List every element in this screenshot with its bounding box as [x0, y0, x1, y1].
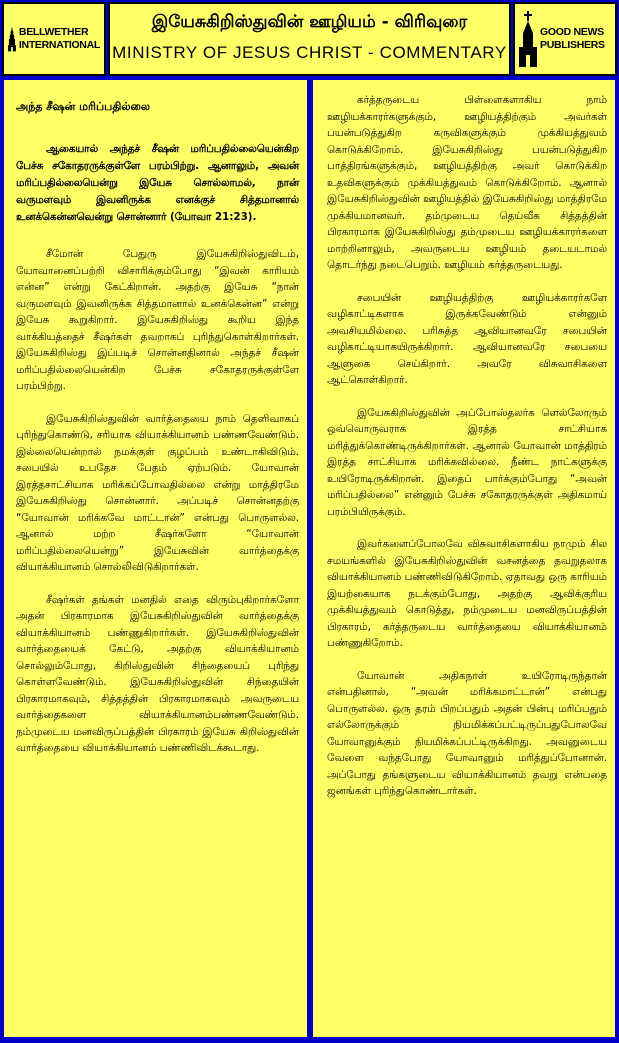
- logo-left-line2: INTERNATIONAL: [18, 39, 100, 51]
- title-english: MINISTRY OF JESUS CHRIST - COMMENTARY: [112, 43, 507, 62]
- right-column: [313, 80, 615, 1037]
- title-tamil: இயேசுகிறிஸ்துவின் ஊழியம் - விரிவுரை: [151, 12, 468, 32]
- logo-left-line1: BELLWETHER: [18, 26, 89, 38]
- section-heading: அந்த சீஷன் மரிப்பதில்லை: [16, 100, 150, 113]
- scripture-verse: ஆகையால் அந்தச் சீஷன் மரிப்பதில்லையென்கிற பேச்சு சகோதரருக்குள்ளே பரம்பிற்று. ஆனாலும், அவன் மரிப்பதில்லையென்று இயேசு சொல்லாமல், நான் வருமளவும் இவனிருக்க எனக்குச் சித்தமானால் உனக்கென்னவென்று சொன்னார் (யோவா 21:23).: [16, 143, 299, 223]
- page-title: [108, 2, 511, 76]
- paragraph: சபையின் ஊழியத்திற்கு ஊழியக்காரர்களே வழிகாட்டிகளாக இருக்கவேண்டும் என்னும் அவசியமில்லை. பரிசுத்த ஆவியானவரே சபையின் வழிகாட்டியாகயிருக்கிறார். ஆவியானவரே சபையை ஆளுகை செய்கிறார். அவரே விசுவாசிகளை ஆட்கொள்கிறார்.: [327, 291, 607, 386]
- logo-right-line1: GOOD NEWS: [540, 26, 604, 38]
- paragraph: சீஷர்கள் தங்கள் மனதில் எதை விரும்புகிறார்களோ அதன் பிரகாரமாக இயேசுகிறிஸ்துவின் வார்த்தைக்கு வியாக்கியானம் பண்ணுகிறார்கள். இயேசுகிறிஸ்துவின் வார்த்தையைக் கேட்டு, அதற்கு வியாக்கியானம் சொல்லும்போது, கிறிஸ்துவின் சிந்தையைப் புரிந்து கொள்ளவேண்டும். இயேசுகிறிஸ்துவின் சிந்தையின் பிரகாரமாகவும், சித்தத்தின் பிரகாரமாகவும் அவருடைய வார்த்தைகளை வியாக்கியானம்பண்ணவேண்டும். நம்முடைய மனவிருப்பத்தின் பிரகாரம் இயேசு கிறிஸ்துவின் வார்த்தையை வியாக்கியானம் பண்ணிவிடக்கூடாது.: [16, 593, 299, 754]
- church-icon: [519, 11, 537, 67]
- left-column: [4, 80, 307, 1037]
- building-icon: [8, 11, 16, 67]
- paragraph: கர்த்தருடைய பிள்ளைகளாகிய நாம் ஊழியக்காரர்களுக்கும், ஊழியத்திற்கும் அவர்கள் பயன்படுத்துகிற கருவிகளுக்கும் முக்கியத்துவம் கொடுக்கிறோம். இயேசுகிறிஸ்து பயன்படுத்துகிற பாத்திரங்களுக்கும், ஊழியத்திற்கு அவர் கொடுக்கிற உதவிகளுக்கும் முக்கியத்துவம் கொடுக்கிறோம். ஆனால் இயேசுகிறிஸ்துவின் ஊழியத்தில் இயேசுகிறிஸ்து மாத்திரமே முக்கியமானவர். தம்முடைய தெய்வீக சித்தத்தின் பிரகாரமாக இயேசுகிறிஸ்து தம்முடைய ஊழியக்காரர்களை மாற்றினாலும், அவருடைய ஊழியம் தடையடாமல் தொடர்ந்து நடைபெறும். ஊழியம் கர்த்தருடையது.: [327, 94, 607, 271]
- logo-right-line2: PUBLISHERS: [540, 39, 605, 51]
- paragraph: இவர்களைப்போலவே விசுவாசிகளாகிய நாமும் சில சமயங்களில் இயேசுகிறிஸ்துவின் வசனத்தை தவறுதலாக வியாக்கியானம் பண்ணிவிடுகிறோம். ஏதாவது ஒரு காரியம் இயற்கையாக நடக்கும்போது, அதற்கு ஆவிக்குரிய முக்கியத்துவம் கொடுத்து, நம்முடைய மனவிருப்பத்தின் பிரகாரம், கர்த்தருடைய வார்த்தையை வியாக்கியானம் பண்ணுகிறோம்.: [327, 538, 607, 649]
- paragraph: யோவான் அதிகநாள் உயிரோடிருந்தான் என்பதினால், “அவன் மரிக்கமாட்டான்” என்பது பொருளல்ல. ஒரு தரம் பிறப்பதும் அதன் பின்பு மரிப்பதும் எல்லோருக்கும் நியமிக்கப்பட்டிருப்பதுபோலவே யோவானுக்கும் நியமிக்கப்பட்டிருக்கிறது. அவனுடைய வேளை வந்தபோது யோவானும் மரித்துப்போனான். அப்போது தங்களுடைய வியாக்கியானம் தவறு என்பதை ஜனங்கள் புரிந்துகொண்டார்கள்.: [327, 669, 607, 797]
- paragraph: இயேசுகிறிஸ்துவின் வார்த்தையை நாம் தெளிவாகப் புரிந்துகொண்டு, சரியாக வியாக்கியானம் பண்ணவேண்டும். இல்லையென்றால் நமக்குள் குழப்பம் உண்டாகிவிடும். சபையில் உபதேச பேதம் ஏற்படும். யோவான் இரத்தசாட்சியாக மரிக்கப்போவதில்லை என்று மாத்திரமே இயேசுகிறிஸ்து சொன்னார். அப்படிச் சொன்னதற்கு “யோவான் மரிக்கவே மாட்டான்” என்பது பொருளல்ல. ஆனால் மற்ற சீஷர்களோ “யோவான் மரிப்பதில்லையென்று” இயேசுவின் வார்த்தைக்கு வியாக்கியானம் சொல்லிவிடுகிறார்கள்.: [16, 412, 299, 573]
- good-news-logo: [513, 2, 617, 76]
- paragraph: இயேசுகிறிஸ்துவின் அப்போஸ்தலர்க ளெல்லோரும் ஒவ்வொருவராக இரத்த சாட்சியாக மரித்துக்கொண்டிருக்கிறார்கள். ஆனால் யோவான் மாத்திரம் இரத்த சாட்சியாக மரிக்கவில்லை. நீண்ட நாட்களுக்கு உயிரோடிருக்கிறான். இதைப் பார்க்கும்போது “அவன் மரிப்பதில்லை” என்னும் பேச்சு சகோதரருக்குள் அதிகமாய் பரம்பியிருக்கும்.: [327, 406, 607, 518]
- paragraph: சீமோன் பேதுரு இயேசுகிறிஸ்துவிடம், யோவானைப்பற்றி விசாரிக்கும்போது “இவன் காரியம் என்ன” என்று கேட்கிறான். அதற்கு இயேசு “நான் வருமளவும் இவனிருக்க சித்தமானால் உனக்கென்ன” என்று இயேசு கூறுகிறார். இயேசுகிறிஸ்து கூறிய இந்த வாக்கியத்தைச் சீஷர்கள் தவறாகப் புரிந்துகொள்கிறார்கள். இயேசுகிறிஸ்து இப்படிச் சொன்னதினால் அந்தச் சீஷன் மரிப்பதில்லையென்கிற பேச்சு சகோதரருக்குள்ளே பரம்பிற்று.: [16, 248, 299, 392]
- bellwether-logo: [2, 2, 106, 76]
